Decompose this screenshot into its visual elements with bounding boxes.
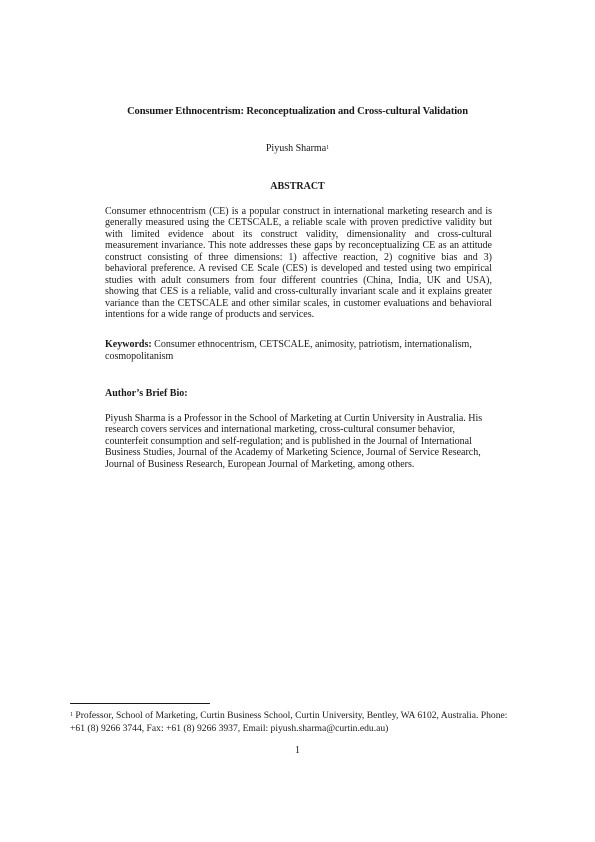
abstract-heading: ABSTRACT xyxy=(270,181,325,192)
author-footnote-marker: 1 xyxy=(326,145,330,151)
footnote-marker: 1 xyxy=(70,712,73,718)
keywords-text: Consumer ethnocentrism, CETSCALE, animosity, patriotism, internationalism, cosmopolitanism xyxy=(105,339,472,362)
footnote-divider xyxy=(70,703,210,704)
paper-title: Consumer Ethnocentrism: Reconceptualization and Cross-cultural Validation xyxy=(127,106,468,117)
keywords-label: Keywords: xyxy=(105,339,152,350)
keywords-line xyxy=(105,339,492,362)
author-line xyxy=(0,142,595,156)
page-number: 1 xyxy=(295,745,300,756)
abstract-text: Consumer ethnocentrism (CE) is a popular construct in international marketing research and is generally measured using the CETSCALE, a reliable scale with proven predictive validity but with limited evidence about its construct validity, dimensionality and cross-cultural measurement invariance. This note addresses these gaps by reconceptualizing CE as an attitude construct consisting of three dimensions: 1) affective reaction, 2) cognitive bias and 3) behavioral preference. A revised CE Scale (CES) is developed and tested using two empirical studies with adult consumers from four different countries (China, India, UK and USA), showing that CES is a reliable, valid and cross-culturally invariant scale and it explains greater variance than the CETSCALE and other similar scales, in customer evaluations and behavioral intentions for a wide range of products and services. xyxy=(105,206,492,321)
footnote xyxy=(70,710,510,735)
bio-heading: Author’s Brief Bio: xyxy=(105,388,188,399)
footnote-text: Professor, School of Marketing, Curtin Business School, Curtin University, Bentley, WA 6102, Australia. Phone: +61 (8) 9266 3744, Fax: +61 (8) 9266 3937, Email: piyush.sharma@curtin.edu.au) xyxy=(70,710,508,734)
bio-text: Piyush Sharma is a Professor in the School of Marketing at Curtin University in Australia. His research covers services and international marketing, cross-cultural consumer behavior, counterfeit consumption and self-regulation; and is published in the Journal of International Business Studies, Journal of the Academy of Marketing Science, Journal of Service Research, Journal of Business Research, European Journal of Marketing, among others. xyxy=(105,413,483,470)
author-name: Piyush Sharma xyxy=(265,143,327,154)
